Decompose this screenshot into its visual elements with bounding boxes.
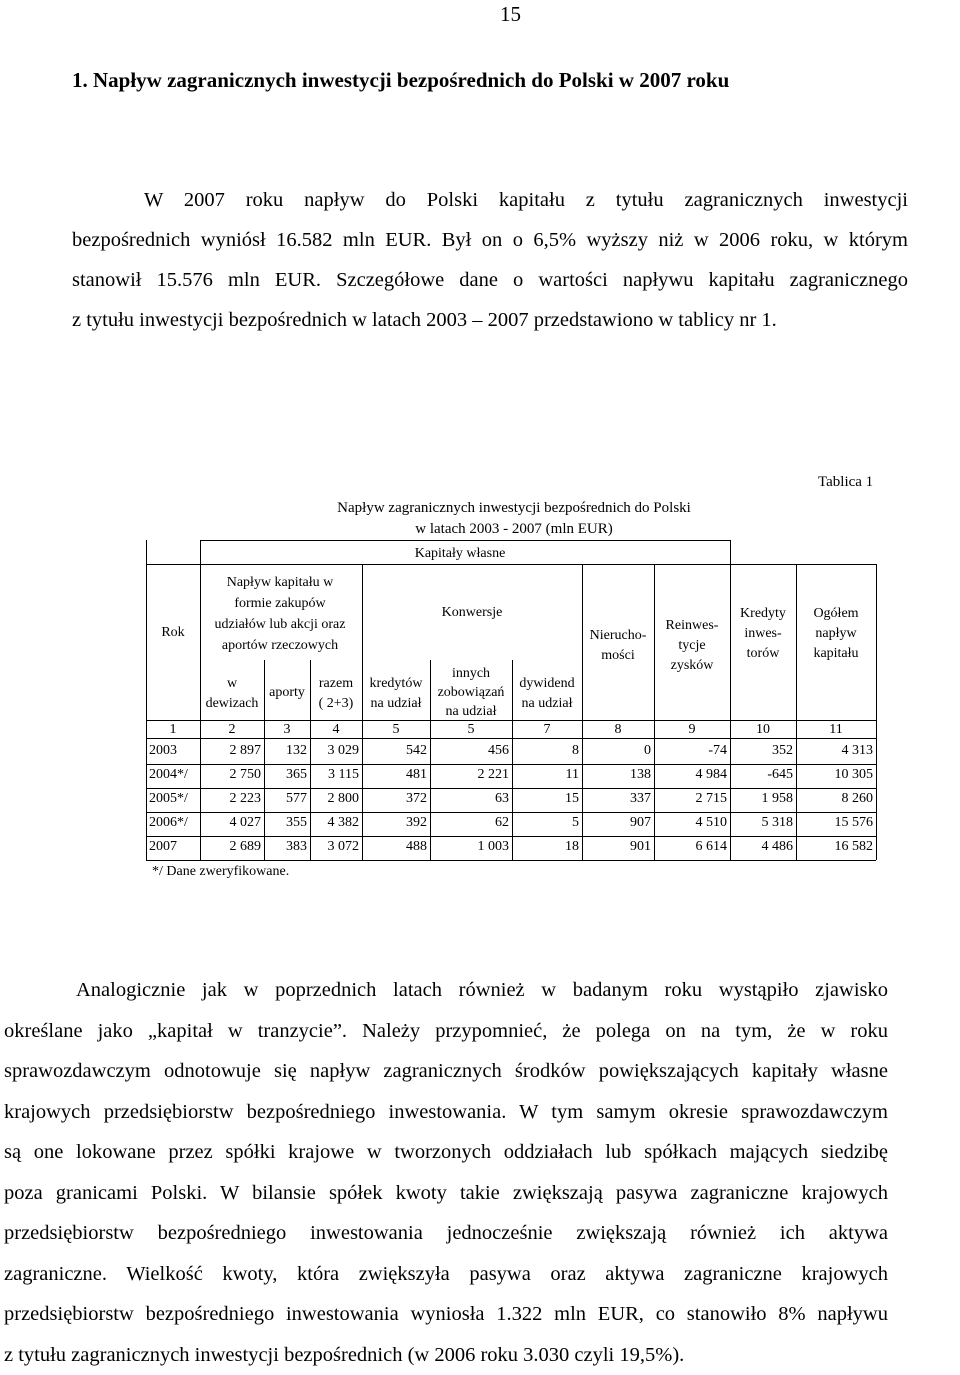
intro-line: bezpośrednich wyniósł 16.582 mln EUR. Był on o 6,5% wyższy niż w 2006 roku, w którym [72,220,908,260]
body-paragraph [4,970,888,1375]
table-cell: 901 [582,839,651,855]
row-year-cell: 2007 [149,839,199,855]
body-line: Analogicznie jak w poprzednich latach również w badanym roku wystąpiło zjawisko [4,970,888,1011]
header-other-liabilities: innych zobowiązań na udział [430,664,512,721]
body-line: przedsiębiorstw bezpośredniego inwestowania wyniosła 1.322 mln EUR, co stanowiło 8% napływu [4,1294,888,1335]
table-title-line: w latach 2003 - 2007 (mln EUR) [314,519,714,540]
table-cell: 488 [362,839,427,855]
table-cell: 2 715 [654,791,727,807]
table-cell: 62 [430,815,509,831]
header-investor-loans: Kredyty inwes- torów [730,604,796,664]
table-cell: 3 029 [310,743,359,759]
table-footnote: */ Dane zweryfikowane. [152,864,289,880]
header-dividends: dywidend na udział [512,674,582,714]
intro-line: stanowił 15.576 mln EUR. Szczegółowe dane o wartości napływu kapitału zagranicznego [72,260,908,300]
header-total: razem ( 2+3) [310,674,362,714]
row-year-cell: 2003 [149,743,199,759]
table-cell: 2 689 [200,839,261,855]
table-cell: 8 [512,743,579,759]
table-cell: 132 [264,743,307,759]
table-cell: 2 221 [430,767,509,783]
table-cell: 16 582 [796,839,873,855]
table-cell: 4 486 [730,839,793,855]
header-conversions: Konwersje [420,604,524,621]
table-cell: 0 [582,743,651,759]
column-number: 3 [264,721,310,738]
table-cell: 372 [362,791,427,807]
table-cell: 481 [362,767,427,783]
table-label: Tablica 1 [818,474,873,491]
table-cell: -645 [730,767,793,783]
table-cell: 8 260 [796,791,873,807]
table-title-line: Napływ zagranicznych inwestycji bezpośrednich do Polski [314,498,714,519]
intro-line: z tytułu inwestycji bezpośrednich w latach 2003 – 2007 przedstawiono w tablicy nr 1. [72,300,908,340]
table-cell: 4 984 [654,767,727,783]
header-purchase-group: Napływ kapitału w formie zakupów udziałów lub akcji oraz aportów rzeczowych [190,572,370,656]
table-cell: 577 [264,791,307,807]
table-cell: 355 [264,815,307,831]
table-cell: 10 305 [796,767,873,783]
intro-line: W 2007 roku napływ do Polski kapitału z tytułu zagranicznych inwestycji [72,180,908,220]
table-cell: 4 382 [310,815,359,831]
table-cell: 542 [362,743,427,759]
row-year-cell: 2004*/ [149,767,199,783]
table-cell: 1 958 [730,791,793,807]
body-line: określane jako „kapitał w tranzycie”. Należy przypomnieć, że polega on na tym, że w roku [4,1011,888,1052]
column-number: 11 [796,721,876,738]
column-number: 7 [512,721,582,738]
table-cell: 5 [512,815,579,831]
body-line: są one lokowane przez spółki krajowe w tworzonych oddziałach lub spółkach mających siedzibę [4,1132,888,1173]
header-real-estate: Nierucho- mości [582,626,654,666]
header-total-inflow: Ogółem napływ kapitału [796,604,876,664]
table-cell: 4 027 [200,815,261,831]
table-cell: 18 [512,839,579,855]
column-number: 8 [582,721,654,738]
body-line: zagraniczne. Wielkość kwoty, która zwiększyła pasywa oraz aktywa zagraniczne krajowych [4,1254,888,1295]
table-cell: 3 072 [310,839,359,855]
table-cell: 907 [582,815,651,831]
table-cell: 2 750 [200,767,261,783]
page-number: 15 [500,2,521,27]
row-year-cell: 2005*/ [149,791,199,807]
body-line: z tytułu zagranicznych inwestycji bezpośrednich (w 2006 roku 3.030 czyli 19,5%). [4,1335,888,1375]
table-cell: 2 897 [200,743,261,759]
table-cell: 392 [362,815,427,831]
table-cell: 15 576 [796,815,873,831]
table-cell: 3 115 [310,767,359,783]
table-cell: 2 800 [310,791,359,807]
table-cell: 352 [730,743,793,759]
column-number: 2 [200,721,264,738]
column-number: 5 [430,721,512,738]
table-cell: 383 [264,839,307,855]
header-cash: w dewizach [200,674,264,714]
table-cell: 337 [582,791,651,807]
row-year-cell: 2006*/ [149,815,199,831]
table-cell: 456 [430,743,509,759]
header-year: Rok [146,624,200,641]
body-line: przedsiębiorstw bezpośredniego inwestowania jednocześnie zwiększają również ich aktywa [4,1213,888,1254]
body-line: poza granicami Polski. W bilansie spółek kwoty takie zwiększają pasywa zagraniczne krajowych [4,1173,888,1214]
table-cell: 5 318 [730,815,793,831]
table-cell: 2 223 [200,791,261,807]
table-cell: 138 [582,767,651,783]
header-in-kind: aporty [264,684,310,701]
column-number: 9 [654,721,730,738]
body-line: sprawozdawczym odnotowuje się napływ zagranicznych środków powiększających kapitały własne [4,1051,888,1092]
header-reinvestment: Reinwes- tycje zysków [654,616,730,676]
section-heading: 1. Napływ zagranicznych inwestycji bezpośrednich do Polski w 2007 roku [72,68,729,93]
column-number: 5 [362,721,430,738]
table-cell: 1 003 [430,839,509,855]
column-number: 10 [730,721,796,738]
body-line: krajowych przedsiębiorstw bezpośredniego inwestowania. W tym samym okresie sprawozdawczym [4,1092,888,1133]
table-cell: 11 [512,767,579,783]
header-own-capital: Kapitały własne [380,545,540,562]
table-cell: -74 [654,743,727,759]
table-cell: 365 [264,767,307,783]
table-cell: 15 [512,791,579,807]
table-cell: 4 313 [796,743,873,759]
table-cell: 6 614 [654,839,727,855]
header-credits: kredytów na udział [362,674,430,714]
table-cell: 63 [430,791,509,807]
column-number: 4 [310,721,362,738]
table-cell: 4 510 [654,815,727,831]
column-number: 1 [146,721,200,738]
